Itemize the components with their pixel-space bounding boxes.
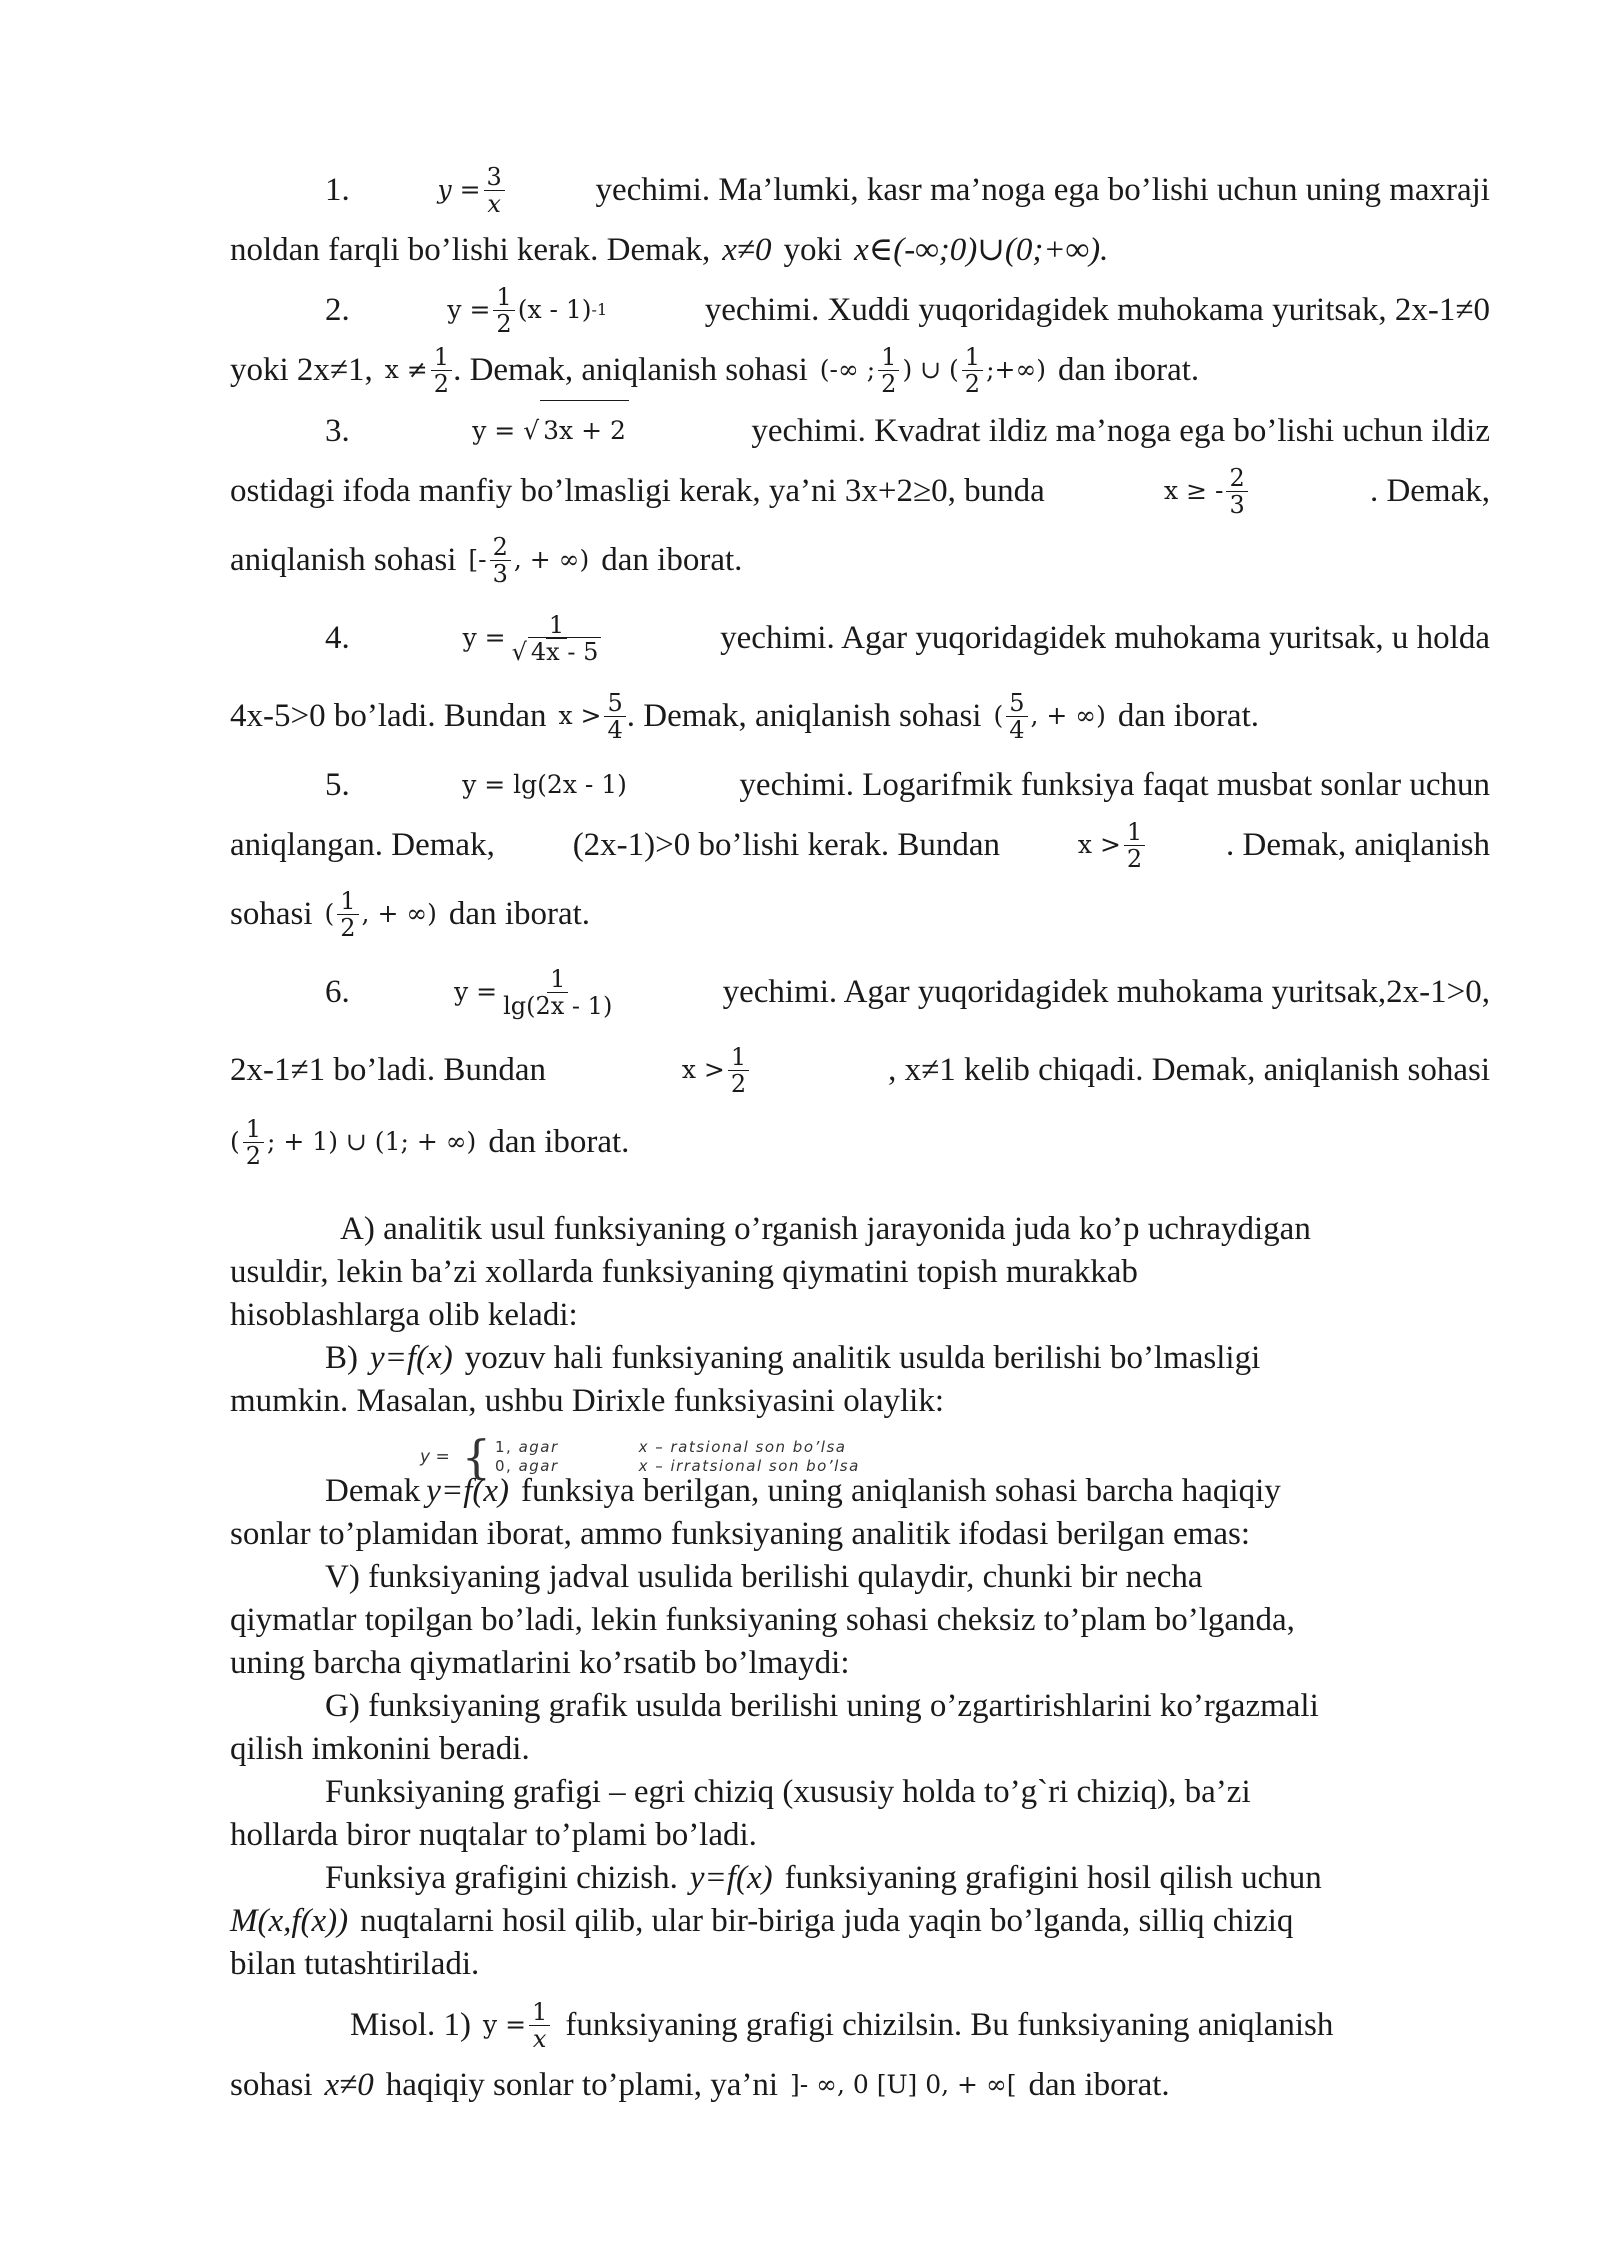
item-5-text: yechimi. Logarifmik funksiya faqat musbat sonlar uchun (739, 767, 1490, 803)
fraction-numerator: 1 (547, 966, 568, 993)
draw-line-2 (230, 1900, 1490, 1943)
method-g-text: G) funksiyaning grafik usulda berilishi uning o’zgartirishlarini ko’rgazmali (325, 1688, 1319, 1724)
fraction-numerator: 1 (431, 344, 452, 371)
fraction (604, 690, 625, 743)
method-a-text-2: usuldir, lekin ba’zi xollarda funksiyaning qiymatini topish murakkab (230, 1254, 1138, 1290)
item-2-text-4: dan iborat. (1058, 352, 1200, 388)
item-6-line-2 (230, 1031, 1490, 1109)
fraction (431, 344, 452, 397)
example-label: Misol. 1) (350, 2007, 472, 2043)
item-5-domain (325, 884, 437, 944)
fraction-denominator: 2 (245, 1141, 262, 1170)
method-a-text: A) analitik usul funksiyaning o’rganish jarayonida juda ko’p uchraydigan (340, 1211, 1311, 1247)
item-1-line-2 (230, 220, 1490, 280)
method-g-line-2 (230, 1728, 1490, 1771)
method-v-line-3 (230, 1642, 1490, 1685)
domain-part: ;+∞) (986, 355, 1047, 384)
item-5-line-1 (230, 755, 1490, 815)
fraction-denominator: 2 (1126, 844, 1143, 873)
method-v-text-2: qiymatlar topilgan bo’ladi, lekin funksiyaning sohasi cheksiz to’plam bo’lganda, (230, 1602, 1295, 1638)
item-5-text-2: aniqlangan. Demak, (230, 827, 495, 863)
case-condition: x – ratsional son bo’lsa (638, 1438, 847, 1456)
fraction-denominator: x (532, 2024, 547, 2053)
item-6-text-4: dan iborat. (488, 1124, 630, 1160)
fraction-numerator: 5 (604, 690, 625, 717)
method-b-text-2: mumkin. Masalan, ushbu Dirixle funksiyasini olaylik: (230, 1383, 945, 1419)
item-5-text-4: . Demak, aniqlanish (1226, 827, 1490, 863)
method-c-line-1 (230, 1470, 1490, 1513)
draw-line-3 (230, 1943, 1490, 1986)
item-2-number: 2. (325, 292, 350, 328)
formula-rhs: (x - 1) (517, 295, 592, 324)
example-line-2 (230, 2055, 1490, 2115)
formula-lhs: y = (447, 295, 491, 324)
item-4-line-2 (230, 677, 1490, 755)
item-5-line-2 (230, 815, 1490, 875)
fraction-numerator: 2 (490, 534, 511, 561)
item-3-text-3: . Demak, (1369, 473, 1490, 509)
formula-lhs: y = (472, 415, 516, 445)
item-4-formula (463, 608, 608, 668)
method-b-text: yozuv hali funksiyaning analitik usulda berilishi bo’lmasligi (464, 1340, 1261, 1376)
domain-part: ( (324, 899, 335, 928)
example-domain: ]- ∞, 0 [U] 0, + ∞[ (790, 2070, 1017, 2099)
condition-lhs: x ≠ (384, 355, 428, 384)
method-a-line-2 (230, 1251, 1490, 1294)
dirichlet-lhs: y = (420, 1447, 450, 1467)
method-c-line-2 (230, 1513, 1490, 1556)
fraction-numerator: 5 (1006, 690, 1027, 717)
fraction-numerator: 1 (962, 344, 983, 371)
item-3-condition (1164, 461, 1251, 521)
item-6-domain (230, 1112, 476, 1172)
item-4-number: 4. (325, 620, 350, 656)
example-formula (483, 1995, 553, 2055)
graph-line-1 (230, 1771, 1490, 1814)
item-6-text-3: , x≠1 kelib chiqadi. Demak, aniqlanish sohasi (888, 1052, 1490, 1088)
fraction-denominator: 2 (730, 1069, 747, 1098)
brace-icon: { (461, 1430, 491, 1484)
fraction-numerator: 1 (337, 888, 358, 915)
method-a-line-3 (230, 1294, 1490, 1337)
fraction (1124, 819, 1145, 872)
item-5-number: 5. (325, 767, 350, 803)
graph-text: Funksiyaning grafigi – egri chiziq (xususiy holda to’g`ri chiziq), ba’zi (325, 1774, 1251, 1810)
draw-text: funksiyaning grafigini hosil qilish uchun (784, 1860, 1322, 1896)
item-6-text: yechimi. Agar yuqoridagidek muhokama yuritsak,2x-1>0, (722, 974, 1490, 1010)
item-3-domain (468, 530, 589, 590)
case-word: agar (518, 1438, 559, 1456)
fraction-numerator: 1 (243, 1116, 264, 1143)
example-section (230, 1995, 1490, 2115)
fraction-numerator: 1 (546, 612, 567, 639)
item-4-text-2: 4x-5>0 bo’ladi. Bundan (230, 698, 547, 734)
method-c-text: Demak (325, 1473, 421, 1509)
item-2-line-2 (230, 340, 1490, 400)
domain-part: ) ∪ ( (902, 355, 959, 384)
fraction-numerator: 2 (1226, 465, 1247, 492)
item-3-line-1 (230, 400, 1490, 461)
method-c-text-2: funksiya berilgan, uning aniqlanish sohasi barcha haqiqiy (521, 1473, 1281, 1509)
item-1-text-2: noldan farqli bo’lishi kerak. Demak, (230, 232, 711, 268)
item-3-text-4: aniqlanish sohasi (230, 542, 457, 578)
fraction-denominator: 2 (433, 369, 450, 398)
fraction-denominator: 2 (340, 913, 356, 942)
draw-text-2: nuqtalarni hosil qilib, ular bir-biriga juda yaqin bo’lganda, silliq chiziq (360, 1903, 1294, 1939)
fraction (728, 1044, 749, 1097)
fraction-numerator: 1 (1124, 819, 1145, 846)
item-1-number: 1. (325, 172, 350, 208)
item-5-line-3 (230, 875, 1490, 953)
item-4-text-4: dan iborat. (1117, 698, 1259, 734)
condition-lhs: x ≥ - (1164, 476, 1224, 505)
item-1-or: yoki (783, 232, 843, 268)
formula-lhs: y = (462, 623, 506, 652)
case-value: 1, (495, 1438, 513, 1456)
domain-part: (-∞ ; (819, 355, 876, 384)
method-a-line-1 (230, 1208, 1490, 1251)
methods-section-2 (230, 1470, 1490, 1986)
condition-lhs: x > (558, 701, 602, 730)
item-5-formula: y = lg(2x - 1) (462, 770, 627, 799)
item-2-domain (820, 340, 1046, 400)
example-condition: x≠0 (324, 2067, 374, 2103)
method-b-formula: y=f(x) (370, 1340, 453, 1376)
item-6-condition (682, 1040, 752, 1100)
domain-part: , + ∞) (513, 545, 590, 574)
draw-formula: y=f(x) (689, 1860, 773, 1896)
item-4-text-3: . Demak, aniqlanish sohasi (626, 698, 982, 734)
item-5-text-3: (2x-1)>0 bo’lishi kerak. Bundan (572, 827, 1001, 863)
method-c-formula: y=f(x) (426, 1473, 510, 1509)
item-1-line-1 (230, 160, 1490, 220)
method-g-text-2: qilish imkonini beradi. (230, 1731, 530, 1767)
domain-part: ( (993, 701, 1004, 730)
item-3-line-3 (230, 521, 1490, 599)
fraction-denominator: √ 4x - 5 (509, 639, 605, 665)
formula-lhs: y = (454, 977, 498, 1006)
fraction-numerator: 1 (493, 284, 514, 311)
item-3-text-5: dan iborat. (601, 542, 743, 578)
item-3-line-2 (230, 461, 1490, 521)
example-text-2: sohasi (230, 2067, 313, 2103)
fraction-numerator: 1 (728, 1044, 749, 1071)
item-4-text: yechimi. Agar yuqoridagidek muhokama yuritsak, u holda (720, 620, 1490, 656)
item-1-text: yechimi. Ma’lumki, kasr ma’noga ega bo’lishi uchun uning maxraji (595, 172, 1490, 208)
item-6-formula (454, 962, 618, 1022)
draw-point-formula: M(x,f(x)) (230, 1903, 349, 1939)
domain-part: , + ∞) (1030, 701, 1106, 730)
item-2-text-2: yoki 2x≠1, (230, 352, 373, 388)
formula-exponent: -1 (591, 300, 608, 319)
fraction (493, 284, 514, 337)
item-5-condition (1078, 815, 1148, 875)
method-b-label: B) (325, 1340, 358, 1376)
fraction (484, 164, 505, 217)
dirichlet-case-1 (495, 1438, 860, 1457)
item-5-text-5: sohasi (230, 896, 313, 932)
item-2-text: yechimi. Xuddi yuqoridagidek muhokama yuritsak, 2x-1≠0 (704, 292, 1490, 328)
fraction (1226, 465, 1247, 518)
fraction (500, 966, 615, 1019)
method-c-text-3: sonlar to’plamidan iborat, ammo funksiyaning analitik ifodasi berilgan emas: (230, 1516, 1251, 1552)
examples-section (230, 160, 1490, 1175)
item-3-formula: y = √ 3x + 2 (472, 400, 629, 461)
domain-part: ; + 1) ∪ (1; + ∞) (267, 1127, 477, 1156)
method-v-text-3: uning barcha qiymatlarini ko’rsatib bo’lmaydi: (230, 1645, 850, 1681)
fraction (1006, 690, 1027, 743)
fraction-denominator: 2 (496, 309, 512, 338)
fraction-denominator: 4 (607, 715, 623, 744)
domain-part: ( (230, 1127, 240, 1156)
domain-part: , + ∞) (361, 899, 437, 928)
draw-line-1 (230, 1857, 1490, 1900)
method-b-line-1 (230, 1337, 1490, 1380)
fraction-denominator: 3 (492, 559, 508, 588)
formula-radicand: 4x - 5 (528, 637, 601, 666)
example-text-3: haqiqiy sonlar to’plami, ya’ni (385, 2067, 779, 2103)
fraction (509, 612, 605, 665)
fraction-denominator: lg(2x - 1) (503, 991, 613, 1020)
item-4-line-1 (230, 599, 1490, 677)
item-6-number: 6. (325, 974, 350, 1010)
fraction (878, 344, 899, 397)
condition-lhs: x > (1077, 830, 1121, 859)
graph-text-2: hollarda biror nuqtalar to’plami bo’ladi. (230, 1817, 757, 1853)
graph-line-2 (230, 1814, 1490, 1857)
fraction (962, 344, 983, 397)
fraction-numerator: 1 (878, 344, 899, 371)
case-condition: x – irratsional son bo’lsa (638, 1457, 860, 1475)
fraction-denominator: x (487, 189, 501, 218)
item-6-text-2: 2x-1≠1 bo’ladi. Bundan (230, 1052, 546, 1088)
case-value: 0, (495, 1457, 513, 1475)
item-1-condition: x≠0 (722, 232, 772, 268)
fraction-numerator: 3 (484, 164, 505, 191)
formula-eq: = (459, 175, 481, 204)
item-2-line-1 (230, 280, 1490, 340)
example-text-4: dan iborat. (1028, 2067, 1170, 2103)
method-g-line-1 (230, 1685, 1490, 1728)
draw-heading: Funksiya grafigini chizish. (325, 1860, 678, 1896)
item-5-text-6: dan iborat. (448, 896, 591, 932)
item-1-formula (437, 160, 507, 220)
method-v-text: V) funksiyaning jadval usulida berilishi qulaydir, chunki bir necha (325, 1559, 1203, 1595)
item-2-formula (447, 280, 607, 340)
item-3-text-2: ostidagi ifoda manfiy bo’lmasligi kerak, ya’ni 3x+2≥0, bunda (230, 473, 1045, 509)
fraction (529, 1999, 550, 2052)
item-3-number: 3. (325, 412, 350, 449)
fraction-denominator: 3 (1229, 490, 1245, 519)
fraction-denominator: 4 (1009, 715, 1025, 744)
formula-lhs: y = (483, 2010, 527, 2039)
fraction (490, 534, 511, 587)
method-a-text-3: hisoblashlarga olib keladi: (230, 1297, 578, 1333)
item-6-line-3 (230, 1109, 1490, 1175)
item-3-text: yechimi. Kvadrat ildiz ma’noga ega bo’lishi uchun ildiz (751, 412, 1490, 449)
methods-section (230, 1208, 1490, 1423)
item-6-line-1 (230, 953, 1490, 1031)
fraction-denominator: 2 (881, 369, 897, 398)
condition-lhs: x > (681, 1055, 725, 1084)
fraction (337, 888, 358, 941)
fraction (243, 1116, 264, 1169)
fraction-denominator: 2 (964, 369, 981, 398)
draw-text-3: bilan tutashtiriladi. (230, 1946, 480, 1982)
formula-radicand: 3x + 2 (540, 400, 629, 461)
method-v-line-1 (230, 1556, 1490, 1599)
item-4-domain (993, 686, 1105, 746)
domain-part: [- (468, 545, 487, 574)
item-1-domain: x∈(-∞;0)∪(0;+∞). (854, 232, 1109, 268)
method-v-line-2 (230, 1599, 1490, 1642)
example-line-1 (230, 1995, 1490, 2055)
fraction-numerator: 1 (529, 1999, 550, 2026)
formula-var: y (437, 175, 452, 204)
method-b-line-2 (230, 1380, 1490, 1423)
item-4-condition (558, 686, 628, 746)
item-2-text-3: . Demak, aniqlanish sohasi (453, 352, 808, 388)
item-2-condition (385, 340, 455, 400)
example-text: funksiyaning grafigi chizilsin. Bu funksiyaning aniqlanish (565, 2007, 1334, 2043)
case-word: agar (518, 1457, 559, 1475)
